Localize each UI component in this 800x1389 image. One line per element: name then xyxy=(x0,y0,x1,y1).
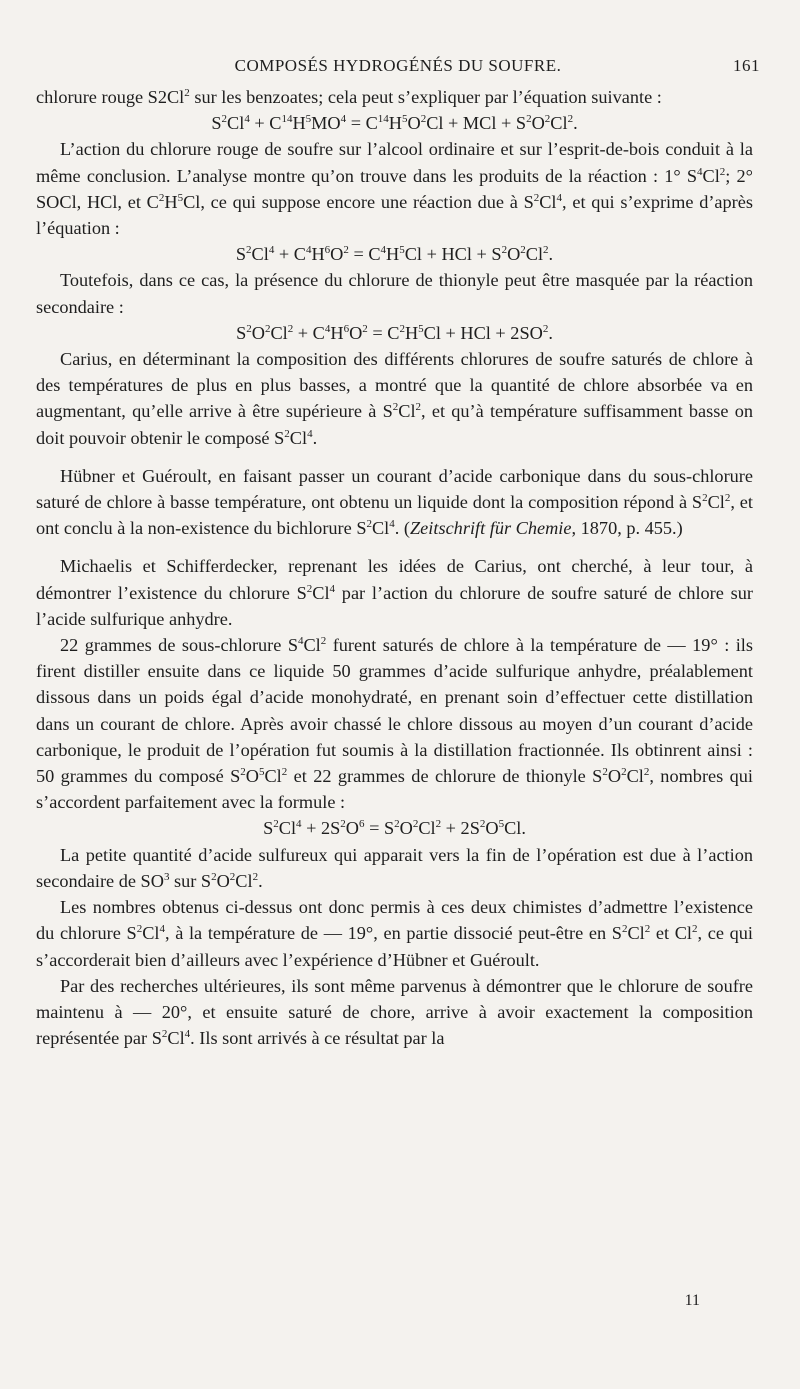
equation-2: $S^2Cl^4 + C^4H^6O^2 = C^4H^5Cl$ + HCl + $S^2O^2Cl^2$. xyxy=(235,244,554,265)
paragraph-7: 22 grammes de sous-chlorure $S^4Cl^2$ furent saturés de chlore à la température de — 19° : ils firent distiller ensuite dans ce liquide 50 grammes d’acide sulfurique anhydre, préalablement dissous dans un poids égal d’acide monohydraté, en prenant soin d’effectuer cette distillation dans un courant de chlore. Après avoir chassé le chlore dissous au moyen d’un courant d’acide carbonique, le produit de l’opération fut soumis à la distillation fractionnée. Ils obtinrent ainsi : 50 grammes du composé $S^2O^5Cl^2$ et 22 grammes de chlorure de thionyle $S^2O^2Cl^2$, nombres qui s’accordent parfaitement avec la formule : xyxy=(36,634,754,813)
paragraph-9: Les nombres obtenus ci-dessus ont donc permis à ces deux chimistes d’admettre l’existence du chlorure $S^2Cl^4$, à la température de — 19°, en partie dissocié peut-être en $S^2Cl^2$ et Cl$^2$, ce qui s’accorderait bien d’ailleurs avec l’expérience d’Hübner et Guéroult. xyxy=(36,897,753,970)
signature-mark: 11 xyxy=(684,1292,700,1309)
paragraph-1: chlorure rouge S2Cl$^2$ sur les benzoates; cela peut s’expliquer par l’équation suivante : xyxy=(36,86,662,107)
paragraph-5: Hübner et Guéroult, en faisant passer un courant d’acide carbonique dans du sous-chlorure saturé de chlore à basse température, ont obtenu un liquide dont la composition répond à $S^2Cl^2$, et ont conclu à la non-existence du bichlorure $S^2Cl^4$. (Zeitschrift für Chemie, 1870, p. 455.) xyxy=(36,465,753,539)
paragraph-10: Par des recherches ultérieures, ils sont même parvenus à démontrer que le chlorure de soufre maintenu à — 20°, et ensuite saturé de chore, arrive à avoir exactement la composition représentée par $S^2Cl^4$. Ils sont arrivés à ce résultat par la xyxy=(36,975,753,1049)
equation-4: $S^2Cl^4 + 2S^2O^6 = S^2O^2Cl^2 + 2S^2O^5Cl$. xyxy=(263,818,526,839)
body-text xyxy=(36,84,753,1051)
equation-3: $S^2O^2Cl^2 + C^4H^6O^2 = C^2H^5Cl$ + HCl + $2SO^2$. xyxy=(236,322,553,343)
paragraph-3: Toutefois, dans ce cas, la présence du chlorure de thionyle peut être masquée par la réaction secondaire : xyxy=(36,270,753,317)
running-title: COMPOSÉS HYDROGÉNÉS DU SOUFRE. xyxy=(234,56,562,75)
paragraph-2: L’action du chlorure rouge de soufre sur l’alcool ordinaire et sur l’esprit-de-bois conduit à la même conclusion. L’analyse montre qu’on trouve dans les produits de la réaction : 1° $S^4Cl^2$; 2° SOCl, HCl, et $C^2H^5Cl$, ce qui suppose encore une réaction due à $S^2Cl^4$, et qui s’exprime d’après l’équation : xyxy=(36,139,753,239)
journal-title: Zeitschrift für Chemie xyxy=(410,518,572,539)
page-number: 161 xyxy=(733,56,760,75)
paragraph-4: Carius, en déterminant la composition des différents chlorures de soufre saturés de chlore à des températures de plus en plus basses, a montré que la quantité de chlore absorbée va en augmentant, qu’elle arrive à être supérieure à $S^2Cl^2$, et qu’à température suffisamment basse on doit pouvoir obtenir le composé $S^2Cl^4$. xyxy=(36,349,753,448)
paragraph-6: Michaelis et Schifferdecker, reprenant les idées de Carius, ont cherché, à leur tour, à démontrer l’existence du chlorure $S^2Cl^4$ par l’action du chlorure de soufre saturé de chlore sur l’acide sulfurique anhydre. xyxy=(36,556,753,629)
equation-1: $S^2Cl^4 + C^{14}H^5MO^4 = C^{14}H^5O^2Cl$ + MCl + $S^2O^2Cl^2$. xyxy=(211,113,578,134)
paragraph-8: La petite quantité d’acide sulfureux qui apparait vers la fin de l’opération est due à l’action secondaire de $SO^3$ sur $S^2O^2Cl^2$. xyxy=(36,844,753,891)
running-header xyxy=(36,52,760,82)
